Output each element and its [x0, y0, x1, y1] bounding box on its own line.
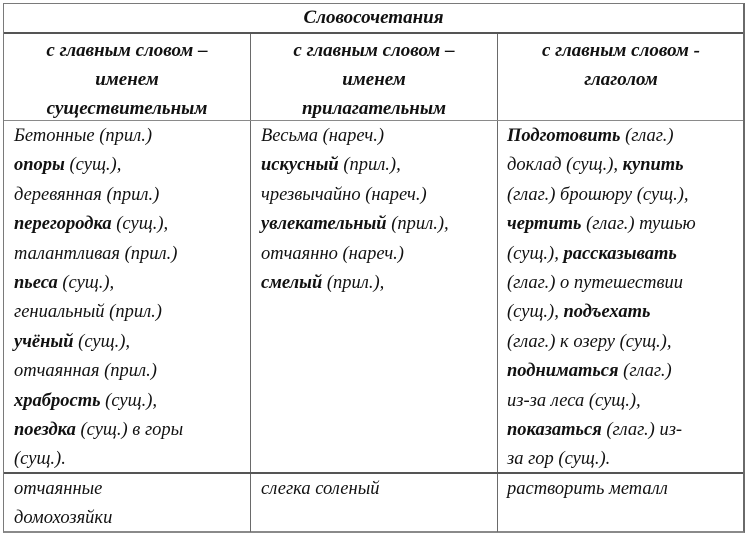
dependent-word: (сущ.), — [64, 155, 122, 176]
extra-verb — [498, 474, 744, 532]
example-line — [507, 181, 738, 210]
table-title: Словосочетания — [4, 4, 743, 34]
dependent-word: (глаг.) тушью — [581, 214, 696, 235]
dependent-word: (глаг.) брошюру (сущ.), — [507, 184, 689, 205]
dependent-word: (сущ.), — [507, 302, 564, 323]
example-line — [507, 122, 738, 151]
main-word: пьеса — [14, 273, 58, 294]
example-line — [14, 210, 244, 239]
header-line: именем — [342, 69, 406, 90]
main-word: храбрость — [14, 390, 101, 411]
example-line — [507, 416, 738, 445]
main-word: перегородка — [14, 214, 112, 235]
dependent-word: (сущ.), — [507, 243, 564, 264]
main-word: учёный — [14, 331, 74, 352]
main-word: рассказывать — [563, 243, 677, 264]
example-line — [507, 298, 738, 327]
header-noun — [4, 34, 251, 120]
dependent-word: (глаг.) о путешествии — [507, 273, 684, 294]
extra-noun — [4, 474, 251, 532]
dependent-word: (прил.), — [338, 155, 401, 176]
example-line — [507, 210, 738, 239]
dependent-word: (сущ.), — [57, 273, 115, 294]
word-combinations-table — [3, 3, 745, 533]
main-word: искусный — [261, 155, 339, 176]
main-word: показаться — [507, 420, 602, 441]
dependent-word: талантливая (прил.) — [14, 243, 178, 264]
header-verb — [498, 34, 744, 120]
example-line — [14, 416, 244, 445]
example-line — [507, 151, 738, 180]
dependent-word: (глаг.) — [620, 126, 674, 146]
header-line: прилагательным — [301, 98, 447, 119]
extra-line: слегка соленый — [261, 479, 380, 499]
header-line: существительным — [46, 98, 208, 119]
example-line — [261, 240, 491, 269]
example-line — [507, 328, 738, 357]
dependent-word: доклад (сущ.), — [507, 155, 623, 176]
extra-line: домохозяйки — [14, 508, 113, 529]
example-line — [507, 387, 738, 416]
dependent-word: Весьма (нареч.) — [261, 126, 384, 146]
example-line — [261, 181, 491, 210]
example-line — [14, 298, 244, 327]
example-line — [261, 151, 491, 180]
main-word: подъехать — [563, 302, 651, 323]
main-word: поездка — [14, 420, 76, 441]
main-word: купить — [622, 155, 684, 176]
example-line — [507, 357, 738, 386]
main-word: смелый — [261, 273, 323, 294]
dependent-word: (сущ.), — [100, 390, 158, 411]
main-word: подниматься — [507, 361, 619, 382]
dependent-word: за гор (сущ.). — [507, 449, 611, 470]
dependent-word: деревянная (прил.) — [14, 184, 160, 205]
examples-verb — [498, 121, 744, 472]
dependent-word: (сущ.), — [73, 331, 130, 352]
dependent-word: чрезвычайно (нареч.) — [261, 184, 427, 205]
header-line: с главным словом – — [293, 40, 455, 61]
dependent-word: (сущ.), — [111, 214, 169, 235]
main-word: опоры — [14, 155, 65, 176]
dependent-word: (прил.), — [322, 273, 385, 294]
example-line — [14, 122, 244, 151]
header-line: глаголом — [584, 69, 658, 90]
example-line — [14, 269, 244, 298]
header-adjective — [251, 34, 498, 120]
example-line — [14, 328, 244, 357]
extra-examples-row — [4, 474, 743, 532]
dependent-word: (сущ.). — [14, 449, 66, 470]
examples-row — [4, 121, 743, 474]
dependent-word: (прил.), — [386, 214, 449, 235]
header-line: с главным словом – — [46, 40, 208, 61]
main-word: Подготовить — [507, 126, 621, 146]
header-line: именем — [95, 69, 159, 90]
extra-line: растворить металл — [507, 479, 668, 499]
example-line — [14, 240, 244, 269]
extra-adjective — [251, 474, 498, 532]
example-line — [507, 240, 738, 269]
example-line — [507, 445, 738, 474]
dependent-word: (сущ.) в горы — [75, 420, 184, 441]
examples-noun — [4, 121, 251, 472]
dependent-word: из-за леса (сущ.), — [507, 390, 641, 411]
example-line — [14, 387, 244, 416]
main-word: увлекательный — [261, 214, 387, 235]
examples-adjective — [251, 121, 498, 472]
main-word: чертить — [507, 214, 582, 235]
example-line — [261, 269, 491, 298]
example-line — [14, 181, 244, 210]
dependent-word: (глаг.) к озеру (сущ.), — [507, 331, 672, 352]
extra-line: отчаянные — [14, 479, 103, 499]
dependent-word: отчаянно (нареч.) — [261, 243, 404, 264]
example-line — [14, 357, 244, 386]
dependent-word: (глаг.) — [618, 361, 672, 382]
dependent-word: гениальный (прил.) — [14, 302, 162, 323]
example-line — [261, 210, 491, 239]
dependent-word: отчаянная (прил.) — [14, 361, 157, 382]
example-line — [14, 151, 244, 180]
header-line: с главным словом - — [542, 40, 700, 61]
example-line — [14, 445, 244, 474]
header-row — [4, 34, 743, 121]
example-line — [261, 122, 491, 151]
example-line — [507, 269, 738, 298]
dependent-word: (глаг.) из- — [601, 420, 683, 441]
dependent-word: Бетонные (прил.) — [14, 126, 152, 146]
